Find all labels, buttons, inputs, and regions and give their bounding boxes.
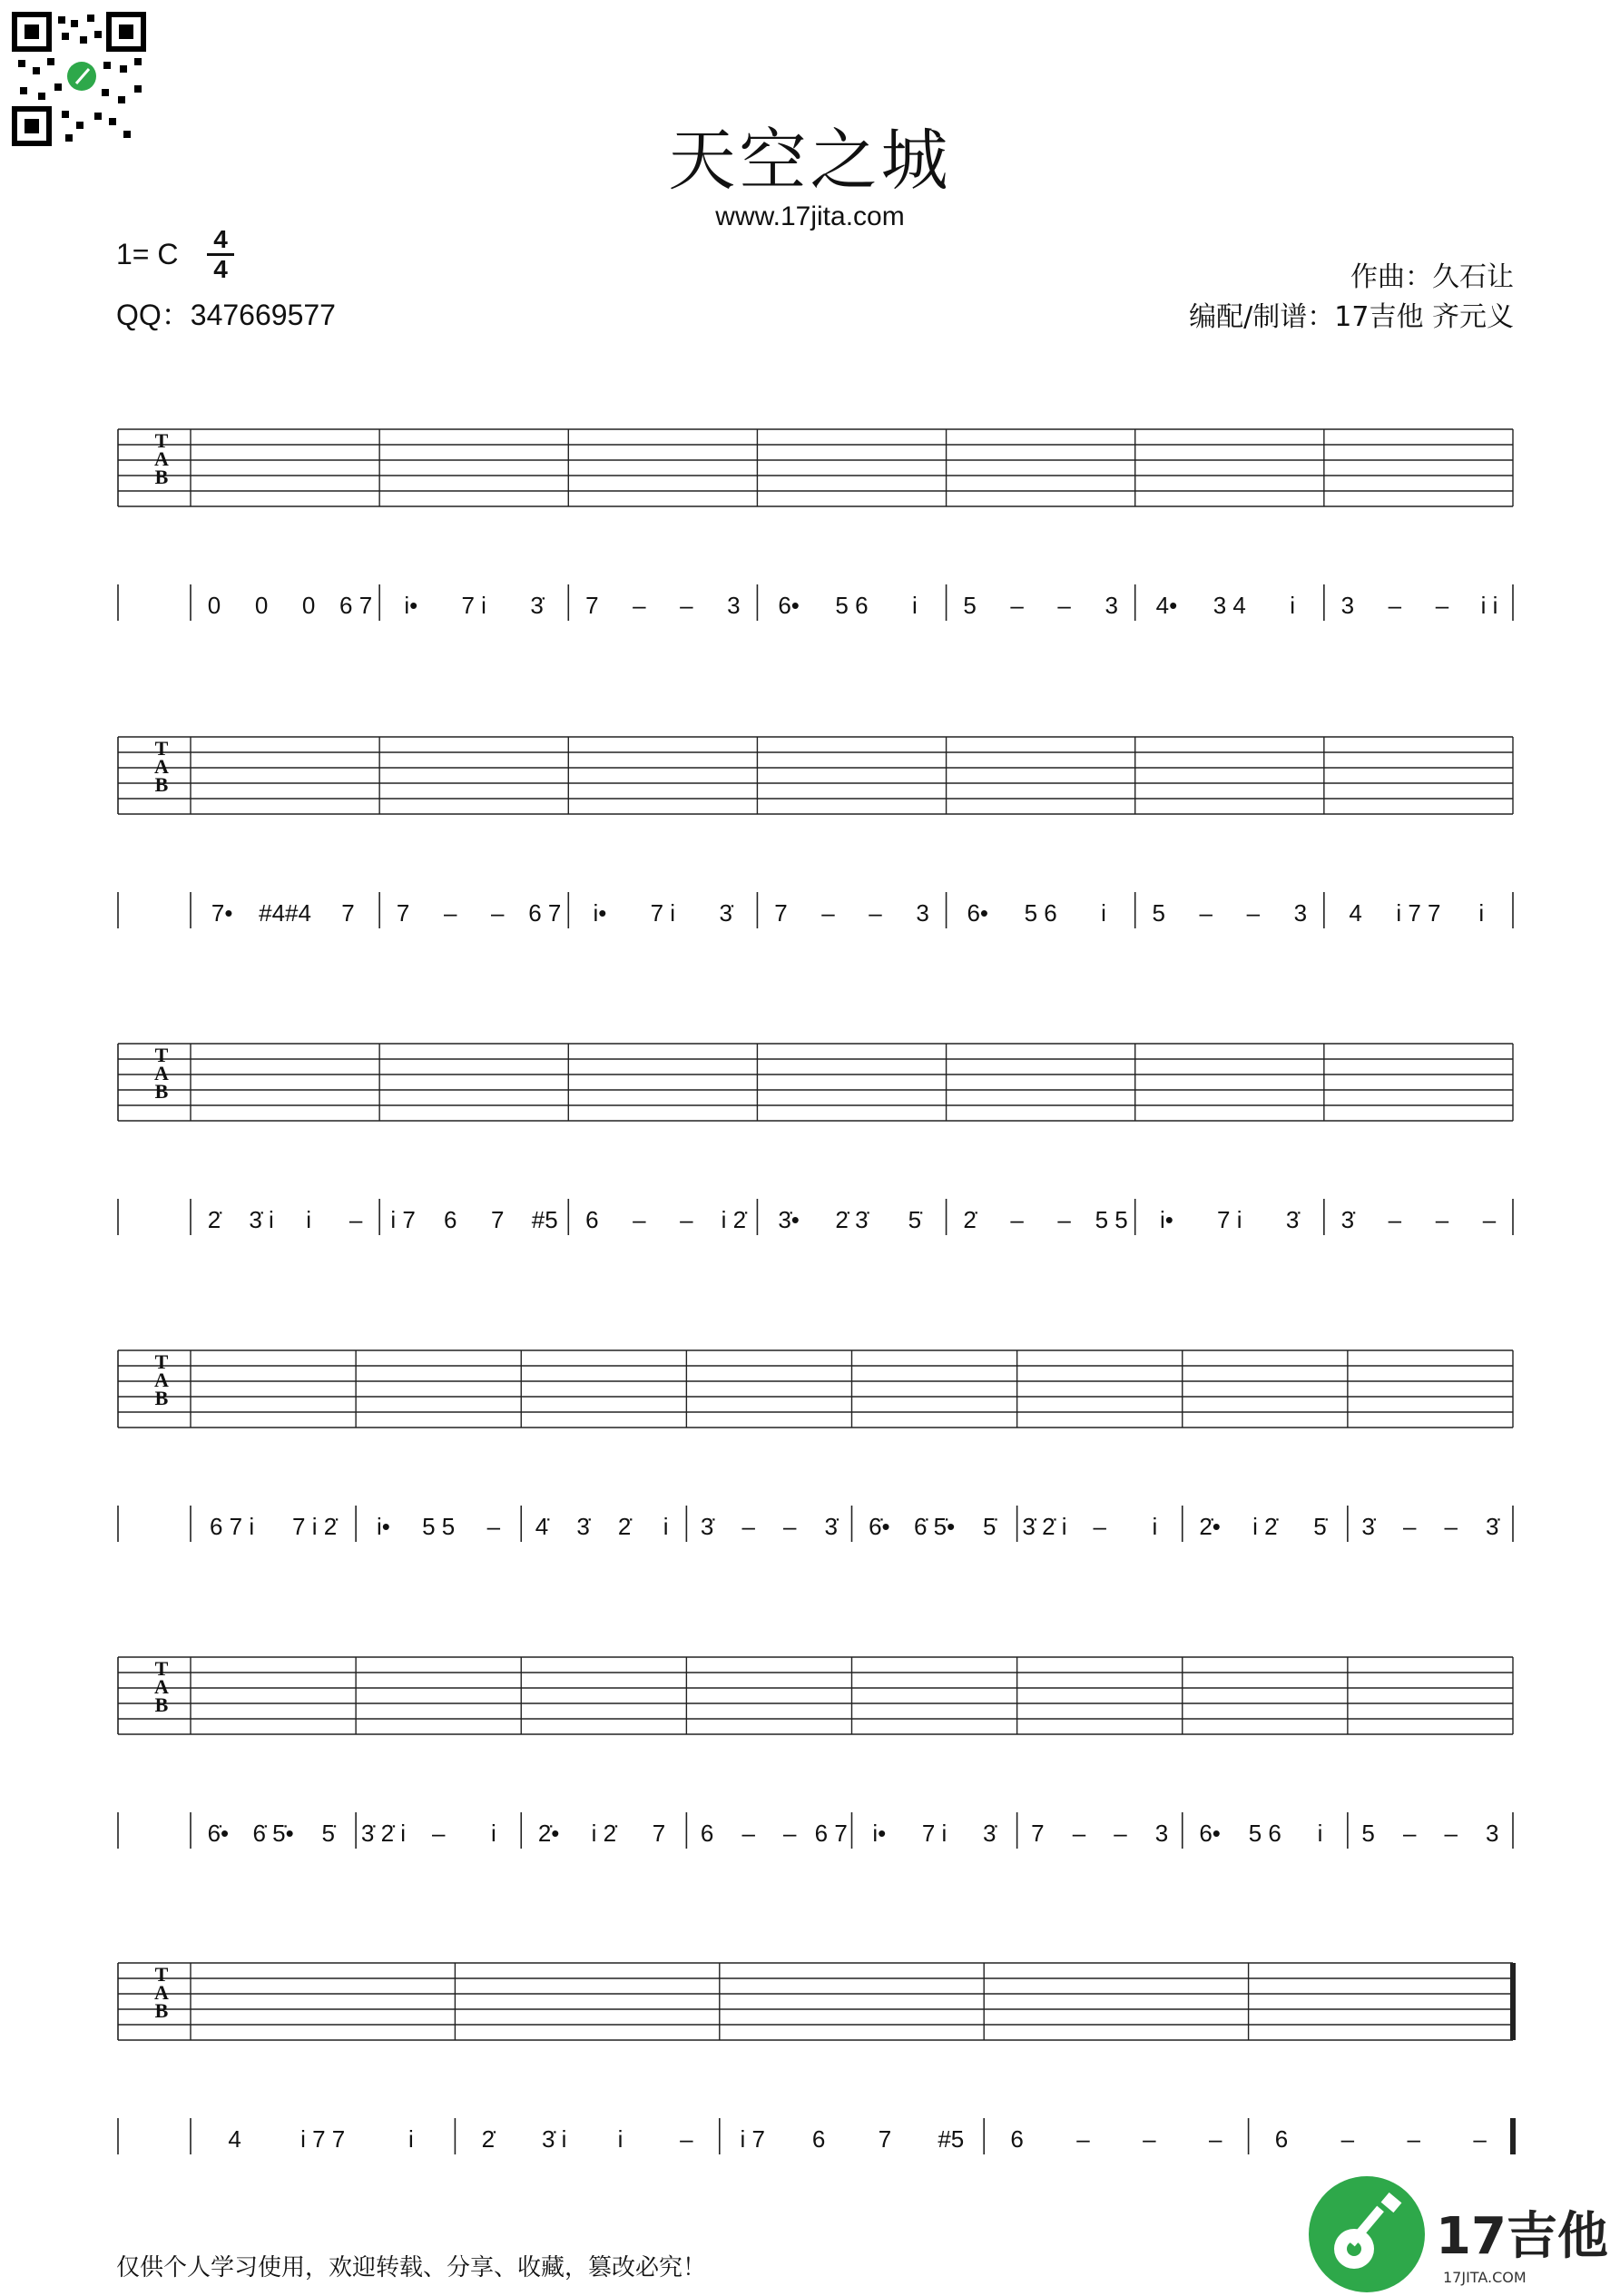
jianpu-note: – <box>741 1820 755 1847</box>
tab-clef-letter: T <box>154 1657 169 1680</box>
jianpu-note: – <box>1402 1513 1417 1540</box>
jianpu-note: 2̇• <box>1199 1513 1221 1540</box>
jianpu-note: 3̇ <box>983 1820 997 1847</box>
jianpu-note: 6 <box>1010 2125 1024 2153</box>
jianpu-note: 3 <box>916 899 929 927</box>
jianpu-note: 6 <box>585 1206 599 1233</box>
jianpu-note: 7 <box>1031 1820 1045 1847</box>
tab-clef-letter: A <box>154 1675 169 1698</box>
jianpu-note: 5̇ <box>908 1206 922 1233</box>
jianpu-note: 7 i <box>650 899 676 927</box>
jianpu-note: – <box>782 1513 797 1540</box>
tab-clef-letter: T <box>154 1044 169 1066</box>
tab-system <box>0 1341 1620 1577</box>
jianpu-note: – <box>1407 2125 1420 2153</box>
jianpu-note: – <box>680 592 693 619</box>
jianpu-note: – <box>1010 1206 1024 1233</box>
jianpu-note: – <box>1246 899 1261 927</box>
jianpu-note: i• <box>377 1513 390 1540</box>
jianpu-note: 7 <box>341 899 355 927</box>
jianpu-note: i 2̇ <box>721 1206 747 1233</box>
jianpu-note: 7 i <box>921 1820 947 1847</box>
time-signature-bottom: 4 <box>213 255 228 283</box>
tab-clef-letter: B <box>154 1080 169 1103</box>
jianpu-note: 4• <box>1155 592 1178 619</box>
jianpu-note: 6 <box>1274 2125 1289 2153</box>
jianpu-note: 0 <box>301 592 316 619</box>
jianpu-note: 2̇ <box>207 1206 221 1233</box>
jianpu-note: 5̇ <box>1313 1513 1327 1540</box>
jianpu-note: #5 <box>938 2125 965 2153</box>
jianpu-note: i i <box>1480 592 1498 619</box>
jianpu-note: i 7 <box>740 2125 765 2153</box>
jianpu-note: 7• <box>211 899 233 927</box>
jianpu-note: – <box>680 2125 693 2153</box>
time-signature-top: 4 <box>213 225 228 253</box>
jianpu-note: 3̇ i <box>541 2125 567 2153</box>
jianpu-note: 0 <box>207 592 221 619</box>
site-url: www.17jita.com <box>715 201 905 231</box>
jianpu-note: 6̇ 5̇• <box>252 1820 294 1847</box>
jianpu-note: – <box>821 899 835 927</box>
jianpu-note: – <box>1388 1206 1402 1233</box>
jianpu-note: – <box>869 899 882 927</box>
jianpu-note: 6 <box>811 2125 826 2153</box>
jianpu-note: 3̇ 2̇ i <box>1022 1513 1067 1540</box>
jianpu-note: – <box>1143 2125 1156 2153</box>
jianpu-note: 5̇ <box>321 1820 336 1847</box>
jianpu-note: 5 6 <box>1248 1820 1281 1847</box>
jianpu-note: i <box>1152 1513 1158 1540</box>
jianpu-note: i <box>1290 592 1296 619</box>
jianpu-note: i• <box>404 592 418 619</box>
jianpu-note: 3̇ <box>1285 1206 1300 1233</box>
jianpu-note: 6• <box>778 592 800 619</box>
tab-clef-letter: A <box>154 1981 169 2004</box>
jianpu-note: 6 7 <box>528 899 562 927</box>
jianpu-note: i <box>911 592 918 619</box>
jianpu-note: – <box>1402 1820 1417 1847</box>
tab-clef-letter: T <box>154 737 169 760</box>
jianpu-note: – <box>443 899 457 927</box>
jianpu-note: 5 <box>963 592 977 619</box>
jianpu-note: i• <box>593 899 607 927</box>
jianpu-note: i <box>1317 1820 1323 1847</box>
jianpu-note: 2̇• <box>537 1820 560 1847</box>
guitar-logo-icon <box>1309 2176 1425 2292</box>
jianpu-note: 3̇ <box>576 1513 590 1540</box>
jianpu-note: – <box>1199 899 1213 927</box>
jianpu-note: 3̇ 2̇ i <box>360 1820 407 1847</box>
tab-clef-letter: B <box>154 466 169 488</box>
jianpu-note: 6 7 <box>339 592 373 619</box>
jianpu-note: – <box>1435 1206 1449 1233</box>
jianpu-note: 5 5 <box>1095 1206 1128 1233</box>
jianpu-note: 5 <box>1361 1820 1375 1847</box>
jianpu-note: 7 i <box>1217 1206 1242 1233</box>
jianpu-note: i <box>407 2125 414 2153</box>
jianpu-note: 3 <box>1105 592 1118 619</box>
tab-clef-letter: B <box>154 773 169 796</box>
jianpu-note: – <box>1010 592 1024 619</box>
jianpu-note: i <box>306 1206 311 1233</box>
qq-contact: QQ：347669577 <box>116 299 336 331</box>
jianpu-note: – <box>1057 592 1071 619</box>
jianpu-note: – <box>490 899 505 927</box>
jianpu-note: i <box>1478 899 1485 927</box>
tab-clef-letter: B <box>154 1387 169 1409</box>
jianpu-note: 3̇ <box>700 1513 714 1540</box>
tab-system <box>0 420 1620 656</box>
jianpu-note: 2̇ 3̇ <box>835 1206 869 1233</box>
tab-system <box>0 1954 1620 2190</box>
jianpu-note: 4 <box>228 2125 241 2153</box>
jianpu-note: – <box>349 1206 363 1233</box>
jianpu-note: i 2̇ <box>591 1820 617 1847</box>
jianpu-note: – <box>1444 1513 1458 1540</box>
copyright-note: 仅供个人学习使用，欢迎转载、分享、收藏，篡改必究！ <box>116 2254 707 2281</box>
jianpu-note: 3 <box>1486 1820 1499 1847</box>
tab-system <box>0 1035 1620 1271</box>
jianpu-note: 3̇ <box>824 1513 838 1540</box>
brand-logo-text: 17吉他 <box>1436 2207 1608 2266</box>
jianpu-note: 3̇ <box>1340 1206 1355 1233</box>
jianpu-note: – <box>680 1206 693 1233</box>
jianpu-note: 4 <box>1349 899 1362 927</box>
jianpu-note: 2̇ <box>481 2125 496 2153</box>
jianpu-note: 3̇ <box>530 592 544 619</box>
jianpu-note: – <box>1473 2125 1487 2153</box>
composer-credit: 作曲：久石让 <box>1350 261 1514 293</box>
jianpu-note: 7 <box>652 1820 666 1847</box>
jianpu-note: #4#4 <box>259 899 311 927</box>
jianpu-note: i <box>1101 899 1106 927</box>
jianpu-note: 2̇ <box>963 1206 977 1233</box>
jianpu-note: 6• <box>967 899 989 927</box>
jianpu-note: i• <box>872 1820 887 1847</box>
jianpu-note: 3̇• <box>778 1206 800 1233</box>
jianpu-note: 6̇• <box>869 1513 890 1540</box>
jianpu-note: i• <box>1159 1206 1173 1233</box>
jianpu-note: – <box>1388 592 1402 619</box>
jianpu-note: 7 <box>774 899 788 927</box>
tab-clef-letter: A <box>154 1369 169 1391</box>
jianpu-note: i <box>617 2125 623 2153</box>
jianpu-note: 3 <box>727 592 741 619</box>
song-title: 天空之城 <box>668 122 952 200</box>
jianpu-note: 7 i <box>461 592 486 619</box>
jianpu-note: 3̇ <box>1361 1513 1375 1540</box>
jianpu-note: – <box>741 1513 755 1540</box>
jianpu-note: i 7 7 <box>300 2125 346 2153</box>
tab-clef-letter: T <box>154 429 169 452</box>
jianpu-note: – <box>1435 592 1449 619</box>
jianpu-note: 6̇• <box>207 1820 230 1847</box>
jianpu-note: 7 <box>396 899 410 927</box>
jianpu-note: 5 5 <box>422 1513 456 1540</box>
jianpu-note: 3 <box>1154 1820 1169 1847</box>
jianpu-note: 6 <box>443 1206 457 1233</box>
key-signature: 1= C <box>116 238 179 270</box>
jianpu-note: – <box>1482 1206 1497 1233</box>
jianpu-note: 7 i 2̇ <box>292 1513 338 1540</box>
jianpu-note: – <box>486 1513 501 1540</box>
jianpu-note: 2̇ <box>617 1513 632 1540</box>
jianpu-note: 3 4 <box>1213 592 1246 619</box>
brand-logo-sub: 17JITA.COM <box>1443 2269 1527 2286</box>
jianpu-note: 5 6 <box>835 592 869 619</box>
jianpu-note: – <box>1072 1820 1086 1847</box>
jianpu-note: 5 <box>1152 899 1165 927</box>
tab-clef-letter: T <box>154 1350 169 1373</box>
jianpu-note: 3 <box>1293 899 1308 927</box>
jianpu-note: 3̇ i <box>249 1206 274 1233</box>
tab-clef-letter: T <box>154 1963 169 1986</box>
jianpu-note: i 2̇ <box>1252 1513 1278 1540</box>
jianpu-note: – <box>1057 1206 1071 1233</box>
jianpu-note: 4̇ <box>535 1513 549 1540</box>
arranger-credit: 编配/制谱：17吉他 齐元义 <box>1189 301 1514 333</box>
jianpu-note: – <box>431 1820 446 1847</box>
jianpu-note: 0 <box>254 592 269 619</box>
jianpu-note: 6• <box>1199 1820 1221 1847</box>
jianpu-note: 5 6 <box>1024 899 1057 927</box>
jianpu-note: 3 <box>1340 592 1355 619</box>
jianpu-note: 7 <box>490 1206 505 1233</box>
tab-system <box>0 728 1620 964</box>
jianpu-note: 6̇ 5̇• <box>913 1513 956 1540</box>
tab-clef-letter: A <box>154 755 169 778</box>
jianpu-note: – <box>1093 1513 1106 1540</box>
jianpu-note: 6 7 i <box>209 1513 255 1540</box>
tab-clef-letter: B <box>154 1999 169 2022</box>
jianpu-note: – <box>782 1820 797 1847</box>
jianpu-note: – <box>633 1206 646 1233</box>
jianpu-note: 5̇ <box>983 1513 997 1540</box>
jianpu-note: 6 <box>700 1820 714 1847</box>
jianpu-note: – <box>1444 1820 1458 1847</box>
jianpu-note: 6 7 <box>814 1820 848 1847</box>
jianpu-note: – <box>1114 1820 1127 1847</box>
jianpu-note: – <box>1340 2125 1355 2153</box>
jianpu-note: i <box>663 1513 669 1540</box>
jianpu-note: – <box>1208 2125 1222 2153</box>
jianpu-note: – <box>1076 2125 1090 2153</box>
jianpu-note: 7 <box>878 2125 892 2153</box>
tab-system <box>0 1648 1620 1884</box>
jianpu-note: i <box>491 1820 496 1847</box>
jianpu-note: – <box>633 592 646 619</box>
jianpu-note: 3̇ <box>1486 1513 1499 1540</box>
jianpu-note: i 7 <box>390 1206 416 1233</box>
jianpu-note: #5 <box>531 1206 558 1233</box>
tab-clef-letter: A <box>154 447 169 470</box>
jianpu-note: i 7 7 <box>1396 899 1441 927</box>
tab-clef-letter: A <box>154 1062 169 1084</box>
tab-clef-letter: B <box>154 1693 169 1716</box>
time-signature <box>207 227 234 282</box>
jianpu-note: 7 <box>585 592 599 619</box>
jianpu-note: 3̇ <box>719 899 732 927</box>
